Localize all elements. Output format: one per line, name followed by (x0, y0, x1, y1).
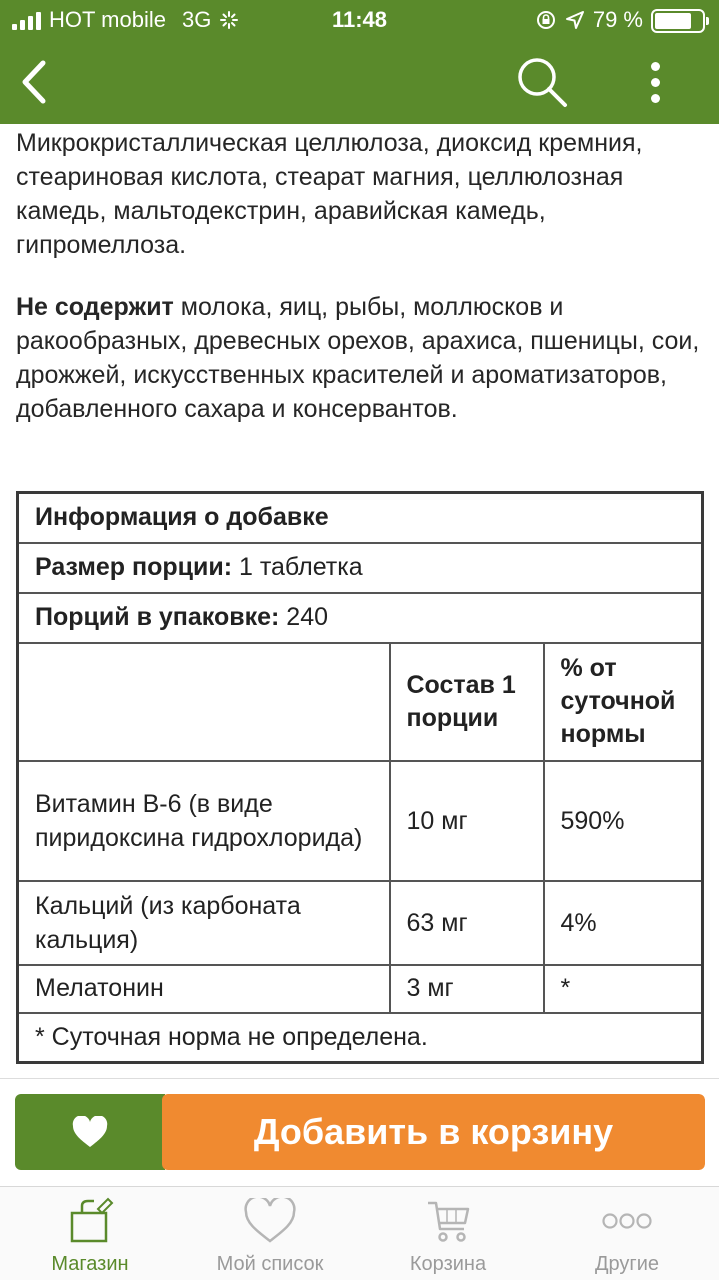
serving-size-value: 1 таблетка (232, 553, 363, 581)
add-to-wishlist-button[interactable] (15, 1094, 165, 1170)
add-to-cart-button[interactable]: Добавить в корзину (162, 1094, 705, 1170)
tab-cart[interactable] (363, 1187, 533, 1280)
divider (0, 1078, 719, 1079)
purchase-actions (15, 1094, 705, 1170)
more-vertical-icon (651, 62, 660, 71)
facts-title: Информация о добавке (18, 493, 703, 543)
tab-label: Мой список (216, 1253, 324, 1275)
nutrient-amount: 3 мг (390, 965, 544, 1013)
status-right (535, 7, 705, 33)
servings-per-container (18, 593, 703, 643)
free-from-list: молока, яиц, рыбы, моллюсков и ракообразных, древесных орехов, арахиса, пшеницы, сои, дрожжей, искусственных красителей и ароматизаторов, добавленного сахара и консервантов. (16, 293, 700, 423)
location-icon (565, 10, 585, 30)
tab-label: Другие (594, 1253, 660, 1275)
free-from-label: Не содержит (16, 293, 174, 321)
free-from-text (16, 290, 706, 426)
more-menu-button[interactable] (632, 54, 678, 110)
carrier-name: HOT mobile (49, 7, 166, 32)
clock: 11:48 (331, 7, 388, 32)
serving-size-label: Размер порции: (35, 553, 233, 581)
back-button[interactable] (10, 54, 58, 110)
column-header-daily-value: % от суточной нормы (544, 643, 703, 761)
navigation-bar (0, 40, 719, 124)
tab-label: Корзина (409, 1253, 487, 1275)
rotation-lock-icon (535, 9, 557, 31)
ingredients-text: Микрокристаллическая целлюлоза, диоксид кремния, стеариновая кислота, стеарат магния, целлюлозная камедь, мальтодекстрин, аравийская камедь, гипромеллоза. (16, 129, 643, 259)
search-button[interactable] (512, 52, 572, 112)
tab-shop[interactable] (5, 1187, 175, 1280)
table-row (18, 761, 703, 881)
serving-size (18, 543, 703, 593)
facts-header-blank (18, 643, 390, 761)
network-type: 3G (181, 7, 212, 32)
nutrient-name: Мелатонин (18, 965, 390, 1013)
heart-outline-icon (185, 1197, 355, 1245)
nutrient-daily-value: * (544, 965, 703, 1013)
nutrient-name: Витамин B-6 (в виде пиридоксина гидрохлорида) (18, 761, 390, 881)
product-description (0, 124, 719, 1078)
cart-icon (363, 1197, 533, 1245)
nutrient-daily-value: 4% (544, 881, 703, 965)
servings-value: 240 (279, 603, 329, 631)
tab-my-list[interactable] (185, 1187, 355, 1280)
nutrient-daily-value: 590% (544, 761, 703, 881)
battery-percent: 79 % (592, 7, 643, 32)
heart-icon (72, 1116, 108, 1148)
status-bar (0, 0, 719, 40)
battery-icon (651, 9, 705, 33)
facts-footnote: * Суточная норма не определена. (18, 1013, 703, 1063)
supplement-facts-table (16, 491, 704, 1064)
table-row (18, 881, 703, 965)
tab-label: Магазин (51, 1253, 129, 1275)
column-header-amount: Состав 1 порции (390, 643, 544, 761)
battery-level (655, 13, 691, 29)
table-row (18, 965, 703, 1013)
shop-icon (5, 1197, 175, 1245)
nutrient-amount: 63 мг (390, 881, 544, 965)
servings-label: Порций в упаковке: (35, 603, 280, 631)
tab-other[interactable] (542, 1187, 712, 1280)
more-horizontal-icon (542, 1197, 712, 1245)
tab-bar (0, 1186, 719, 1280)
nutrient-amount: 10 мг (390, 761, 544, 881)
search-icon (512, 52, 572, 112)
nutrient-name: Кальций (из карбоната кальция) (18, 881, 390, 965)
chevron-left-icon (19, 59, 49, 105)
